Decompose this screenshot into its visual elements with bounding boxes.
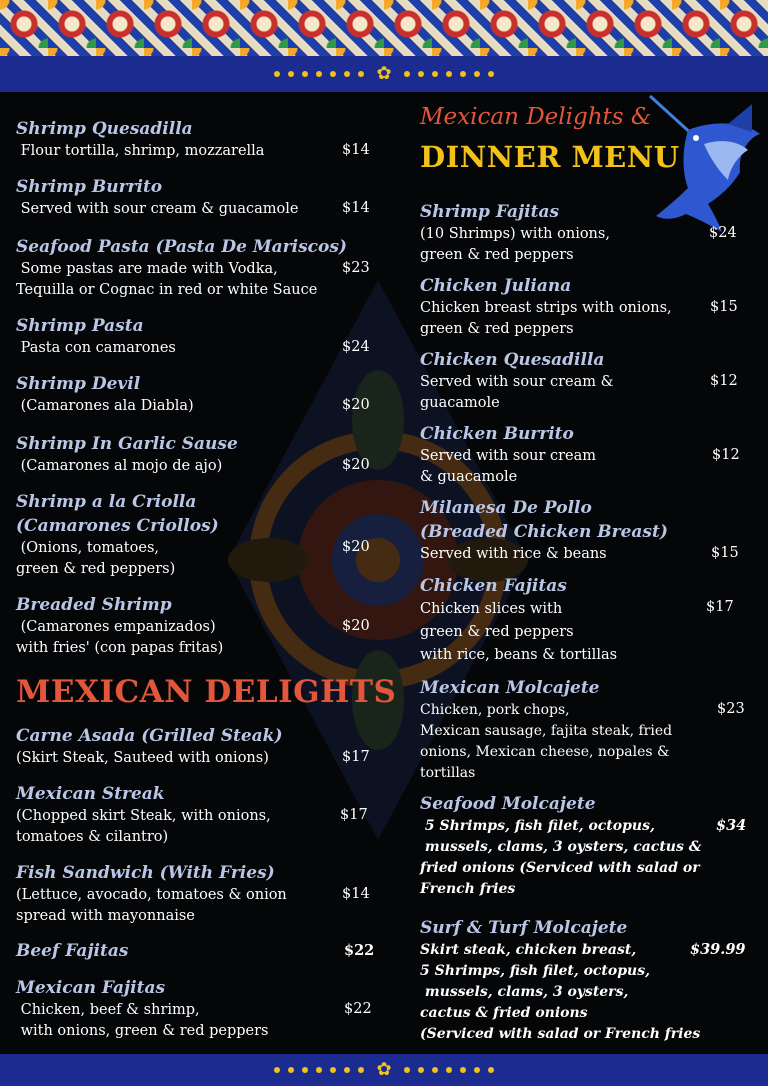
item-description: (Camarones al mojo de ajo) xyxy=(16,458,223,474)
item-description: 5 Shrimps, fish filet, octopus, mussels, clams, 3 oysters, cactus & fried onions (Serviced with salad or French fries xyxy=(420,818,702,897)
item-price: $24 xyxy=(709,225,737,241)
menu-item xyxy=(16,314,376,359)
menu-item xyxy=(16,593,376,659)
item-price: $14 xyxy=(342,200,370,216)
item-description: Served with sour cream & guacamole xyxy=(420,374,614,411)
item-price: $15 xyxy=(711,545,739,561)
menu-item xyxy=(16,976,376,1042)
item-name: Carne Asada (Grilled Steak) xyxy=(16,726,283,746)
item-price: $14 xyxy=(342,886,370,902)
item-description: (Camarones empanizados) with fries' (con papas fritas) xyxy=(16,619,224,656)
menu-item xyxy=(16,861,376,927)
menu-item xyxy=(16,175,376,220)
item-description: Skirt steak, chicken breast, 5 Shrimps, fish filet, octopus, mussels, clams, 3 oysters, cactus & fried onions (Serviced with salad or French fries xyxy=(420,942,701,1042)
menu-item xyxy=(420,200,750,266)
item-name: Shrimp In Garlic Sause xyxy=(16,434,238,454)
item-description: (Camarones ala Diabla) xyxy=(16,398,194,414)
menu-item xyxy=(420,676,750,784)
menu-title: DINNER MENU xyxy=(420,140,680,174)
item-description: (Onions, tomatoes, green & red peppers) xyxy=(16,540,176,577)
item-description: Chicken breast strips with onions, green & red peppers xyxy=(420,300,672,337)
item-description: Chicken, pork chops, Mexican sausage, fajita steak, fried onions, Mexican cheese, nopales & tortillas xyxy=(420,702,673,781)
top-ornament-bar xyxy=(0,56,768,92)
item-price: $23 xyxy=(342,260,370,276)
item-price: $14 xyxy=(342,142,370,158)
item-description: Chicken, beef & shrimp, with onions, green & red peppers xyxy=(20,1002,269,1039)
menu-item xyxy=(420,348,750,414)
item-price: $20 xyxy=(342,618,370,634)
item-description: Chicken slices with green & red peppers with rice, beans & tortillas xyxy=(420,601,618,663)
item-price: $23 xyxy=(717,701,745,717)
talavera-tile-border xyxy=(0,0,768,56)
item-price: $24 xyxy=(342,339,370,355)
item-price: $20 xyxy=(342,397,370,413)
item-price: $34 xyxy=(716,817,747,834)
item-name: Mexican Fajitas xyxy=(16,978,166,998)
item-name: Surf & Turf Molcajete xyxy=(420,918,628,938)
item-name: Shrimp Quesadilla xyxy=(16,119,193,139)
item-description: (10 Shrimps) with onions, green & red peppers xyxy=(420,226,610,263)
item-price: $20 xyxy=(342,539,370,555)
item-price: $20 xyxy=(342,457,370,473)
item-name: Milanesa De Pollo (Breaded Chicken Breast) xyxy=(420,498,668,542)
item-description: Served with sour cream & guacamole xyxy=(16,201,299,217)
menu-item xyxy=(420,916,750,1045)
item-description: Some pastas are made with Vodka, Tequilla or Cognac in red or white Sauce xyxy=(16,261,318,298)
item-price: $12 xyxy=(712,447,740,463)
item-price: $17 xyxy=(342,749,370,765)
flower-icon: ✿ xyxy=(376,1059,392,1080)
item-price: $22 xyxy=(344,942,375,959)
item-price: $39.99 xyxy=(690,941,746,958)
item-description: (Skirt Steak, Sauteed with onions) xyxy=(16,750,269,766)
menu-item xyxy=(16,432,376,477)
menu-item xyxy=(420,496,750,565)
item-name: Shrimp Burrito xyxy=(16,177,163,197)
item-description: Served with rice & beans xyxy=(420,546,607,562)
item-name: Shrimp Fajitas xyxy=(420,202,560,222)
item-price: $17 xyxy=(706,599,734,615)
item-description: (Lettuce, avocado, tomatoes & onion spread with mayonnaise xyxy=(16,887,287,924)
menu-item xyxy=(420,792,750,900)
item-name: Chicken Burrito xyxy=(420,424,574,444)
menu-item xyxy=(16,724,376,769)
section-title: MEXICAN DELIGHTS xyxy=(16,674,397,710)
menu-item xyxy=(16,490,376,580)
menu-item xyxy=(16,939,376,963)
menu-item xyxy=(16,372,376,417)
item-name: Seafood Molcajete xyxy=(420,794,596,814)
item-name: Mexican Streak xyxy=(16,784,165,804)
item-name: Chicken Juliana xyxy=(420,276,572,296)
item-description: (Chopped skirt Steak, with onions, tomatoes & cilantro) xyxy=(16,808,271,845)
item-name: Chicken Quesadilla xyxy=(420,350,605,370)
item-name: Fish Sandwich (With Fries) xyxy=(16,863,275,883)
menu-item xyxy=(16,782,376,848)
item-description: Pasta con camarones xyxy=(16,340,176,356)
item-name: Shrimp Pasta xyxy=(16,316,144,336)
menu-subtitle: Mexican Delights & xyxy=(420,104,652,130)
menu-item xyxy=(16,235,376,301)
item-description: Served with sour cream & guacamole xyxy=(420,448,597,485)
item-name: Beef Fajitas xyxy=(16,941,129,961)
item-name: Shrimp Devil xyxy=(16,374,141,394)
item-name: Breaded Shrimp xyxy=(16,595,172,615)
item-description: Flour tortilla, shrimp, mozzarella xyxy=(16,143,265,159)
menu-item xyxy=(420,274,750,340)
item-name: Shrimp a la Criolla (Camarones Criollos) xyxy=(16,492,219,536)
menu-item xyxy=(420,422,750,488)
flower-icon: ✿ xyxy=(376,63,392,84)
item-price: $17 xyxy=(340,807,368,823)
menu-item xyxy=(420,574,750,667)
item-name: Seafood Pasta (Pasta De Mariscos) xyxy=(16,237,347,257)
item-price: $15 xyxy=(710,299,738,315)
item-price: $22 xyxy=(344,1001,372,1017)
item-price: $12 xyxy=(710,373,738,389)
menu-item xyxy=(16,117,376,162)
item-name: Chicken Fajitas xyxy=(420,576,567,596)
item-name: Mexican Molcajete xyxy=(420,678,600,698)
bottom-ornament-bar xyxy=(0,1054,768,1086)
